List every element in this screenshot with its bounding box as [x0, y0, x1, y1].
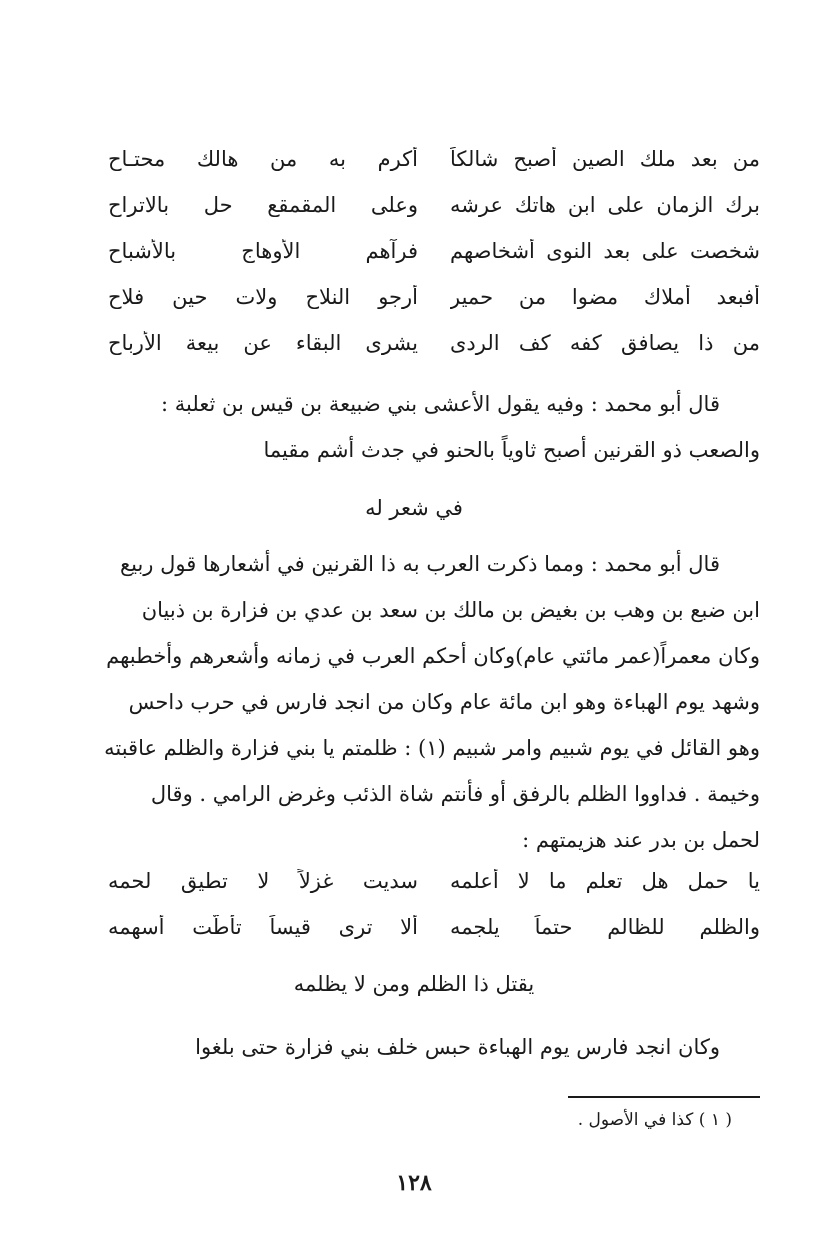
- verse-hemistich-right: يا حمل هل تعلم ما لا أعلمه: [450, 869, 760, 893]
- verse-hemistich-left: أرجو النلاح ولات حين فلاح: [108, 285, 418, 309]
- verse-hemistich-left: وعلى المقمقع حل بالاتراح: [108, 193, 418, 217]
- verses-top: [108, 136, 760, 366]
- footnote: ( ١ ) كذا في الأصول .: [577, 1110, 732, 1130]
- verse-line: [108, 320, 760, 366]
- verse-hemistich-right: من بعد ملك الصين أصبح شالكاً: [450, 147, 760, 171]
- verse-line: [108, 858, 760, 904]
- verse-hemistich-right: والظلم للظالم حتماً يلجمه: [450, 915, 760, 939]
- page-number: ١٢٨: [396, 1170, 432, 1196]
- verse-hemistich-left: فرآهم الأوهاج بالأشباح: [108, 239, 418, 263]
- text-line: قال أبو محمد : ومما ذكرت العرب به ذا القرنين في أشعارها قول ربيع: [119, 552, 720, 576]
- text-line: وهو القائل في يوم شبيم وامر شبيم (١) : ظلمتم يا بني فزارة والظلم عاقبته: [104, 736, 760, 760]
- verse-hemistich-right: من ذا يصافق كفه كف الردى: [450, 331, 760, 355]
- verse-line: [108, 904, 760, 950]
- paragraph-asha: [104, 381, 760, 473]
- paragraph-rabi: [104, 541, 760, 863]
- paragraph-last: [104, 1024, 760, 1070]
- text-line: وخيمة . فداووا الظلم بالرفق أو فأنتم شاة الذئب وغرض الرامي . وقال: [150, 782, 760, 806]
- verse-hemistich-right: برك الزمان على ابن هاتك عرشه: [450, 193, 760, 217]
- verse-hemistich-left: ألا ترى قيساً تأطّت أسهمه: [108, 915, 418, 939]
- text-line: وكان معمراً(عمر مائتي عام)وكان أحكم العرب في زمانه وأشعرهم وأخطبهم: [106, 644, 760, 668]
- text-line: وشهد يوم الهباءة وهو ابن مائة عام وكان من انجد فارس في حرب داحس: [128, 690, 760, 714]
- verse-hemistich-left: يشرى البقاء عن بيعة الأرباح: [108, 331, 418, 355]
- verse-hemistich-right: أفبعد أملاك مضوا من حمير: [450, 285, 760, 309]
- section-heading: في شعر له: [365, 496, 463, 520]
- verse-line: [108, 182, 760, 228]
- footnote-divider: [568, 1096, 760, 1098]
- verse-hemistich-left: أكرم به من هالك محتـاح: [108, 147, 418, 171]
- verse-line: [108, 274, 760, 320]
- text-line: وكان انجد فارس يوم الهباءة حبس خلف بني فزارة حتى بلغوا: [195, 1035, 720, 1059]
- centered-verse: يقتل ذا الظلم ومن لا يظلمه: [293, 972, 535, 996]
- text-line: لحمل بن بدر عند هزيمتهم :: [522, 828, 760, 852]
- verse-line: [108, 228, 760, 274]
- text-line: قال أبو محمد : وفيه يقول الأعشى بني ضبيعة بن قيس بن ثعلبة :: [161, 392, 720, 416]
- verse-hemistich-left: سديت غزلاً لا تطيق لحمه: [108, 869, 418, 893]
- text-line: والصعب ذو القرنين أصبح ثاوياً بالحنو في جدث أشم مقيما: [263, 438, 760, 462]
- verse-hemistich-right: شخصت على بعد النوى أشخاصهم: [450, 239, 760, 263]
- text-line: ابن ضبع بن وهب بن بغيض بن مالك بن سعد بن عدي بن فزارة بن ذبيان: [141, 598, 760, 622]
- verses-hamal: [108, 858, 760, 950]
- verse-line: [108, 136, 760, 182]
